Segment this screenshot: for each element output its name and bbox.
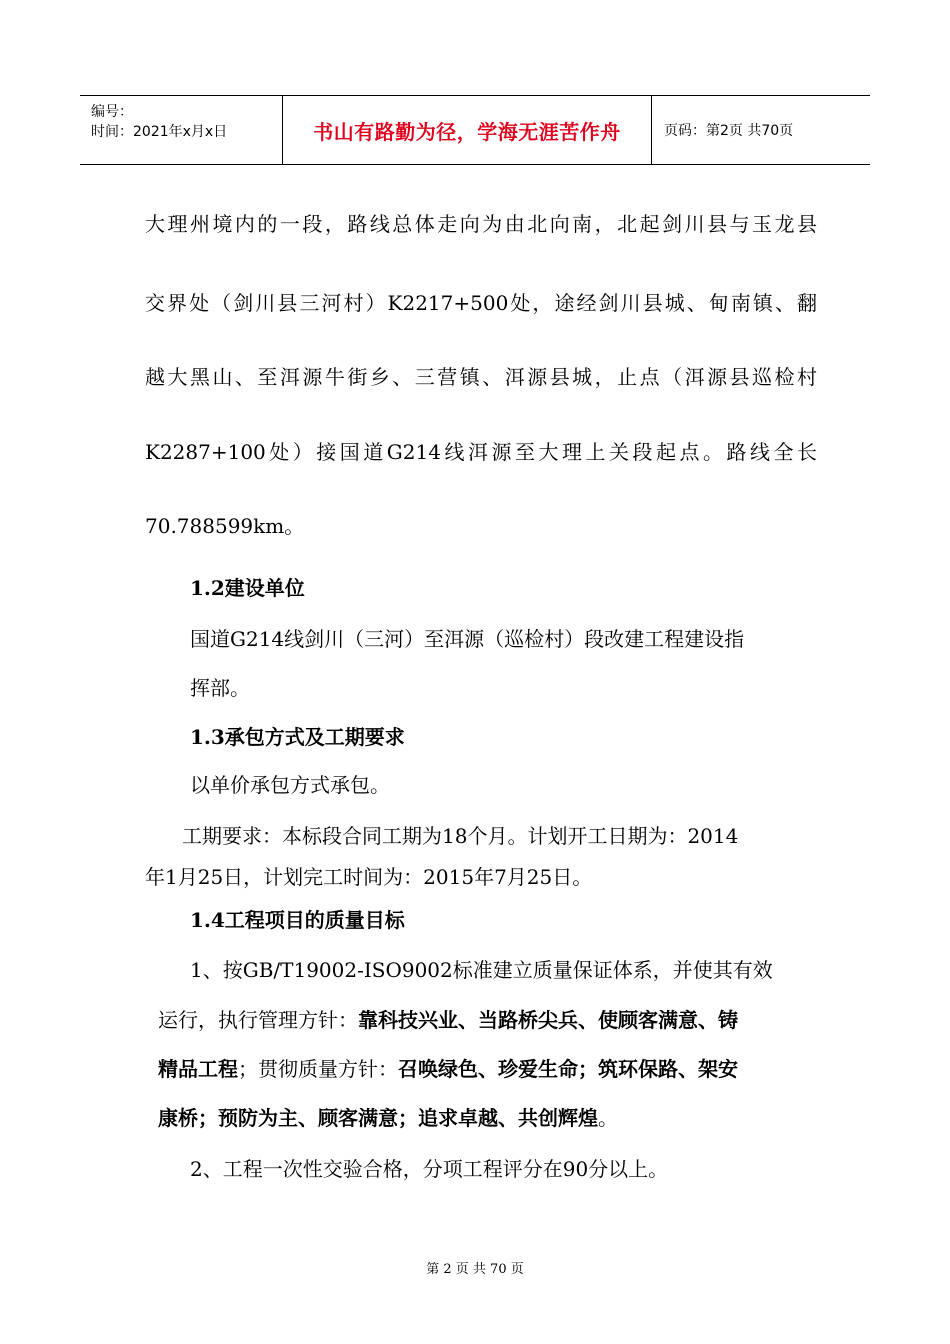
header-page-label: 页码：第2页 共70页: [664, 123, 794, 139]
paragraph-line: 交界处（剑川县三河村）K2217+500处，途经剑川县城、甸南镇、翻: [145, 291, 817, 315]
header-motto: 书山有路勤为径，学海无涯苦作舟: [313, 119, 621, 144]
text-run-bold: 召唤绿色、珍爱生命；筑环保路、架安: [398, 1057, 738, 1081]
paragraph-line: 挥部。: [190, 676, 250, 700]
header-motto-cell: [282, 96, 652, 164]
paragraph-line: [158, 1004, 738, 1033]
text-run-bold: 康桥；预防为主、顾客满意；追求卓越、共创辉煌: [158, 1106, 598, 1130]
header-meta: [80, 96, 282, 164]
paragraph-line: 2、工程一次性交验合格，分项工程评分在90分以上。: [190, 1157, 669, 1181]
text-run: 。: [598, 1106, 618, 1130]
header-page-cell: [652, 96, 870, 164]
paragraph-line: 1、按GB/T19002-ISO9002标准建立质量保证体系，并使其有效: [190, 958, 773, 982]
paragraph-line: 70.788599km。: [145, 514, 305, 538]
section-heading: 1.2建设单位: [190, 576, 305, 600]
text-run-bold: 靠科技兴业、当路桥尖兵、使顾客满意、铸: [358, 1008, 738, 1032]
paragraph-line: 越大黑山、至洱源牛街乡、三营镇、洱源县城，止点（洱源县巡检村: [145, 365, 817, 389]
section-heading: 1.3承包方式及工期要求: [190, 725, 405, 749]
document-time-label: 时间：2021年x月x日: [91, 124, 228, 140]
paragraph-line: [158, 1102, 618, 1131]
text-run: 运行，执行管理方针：: [158, 1008, 358, 1032]
section-heading: 1.4工程项目的质量目标: [190, 908, 405, 932]
paragraph-line: 年1月25日，计划完工时间为：2015年7月25日。: [145, 865, 593, 889]
paragraph-line: 工期要求：本标段合同工期为18个月。计划开工日期为：2014: [182, 824, 739, 848]
paragraph-line: 以单价承包方式承包。: [190, 773, 390, 797]
text-run-bold: 精品工程: [158, 1057, 238, 1081]
paragraph-line: 国道G214线剑川（三河）至洱源（巡检村）段改建工程建设指: [190, 627, 745, 651]
document-header: [80, 95, 870, 165]
paragraph-line: 大理州境内的一段，路线总体走向为由北向南，北起剑川县与玉龙县: [145, 212, 817, 236]
page-footer: 第 2 页 共 70 页: [426, 1262, 524, 1277]
document-number-label: 编号：: [91, 104, 133, 120]
paragraph-line: K2287+100处）接国道G214线洱源至大理上关段起点。路线全长: [145, 440, 817, 464]
text-run: ；贯彻质量方针：: [238, 1057, 398, 1081]
paragraph-line: [158, 1053, 738, 1082]
